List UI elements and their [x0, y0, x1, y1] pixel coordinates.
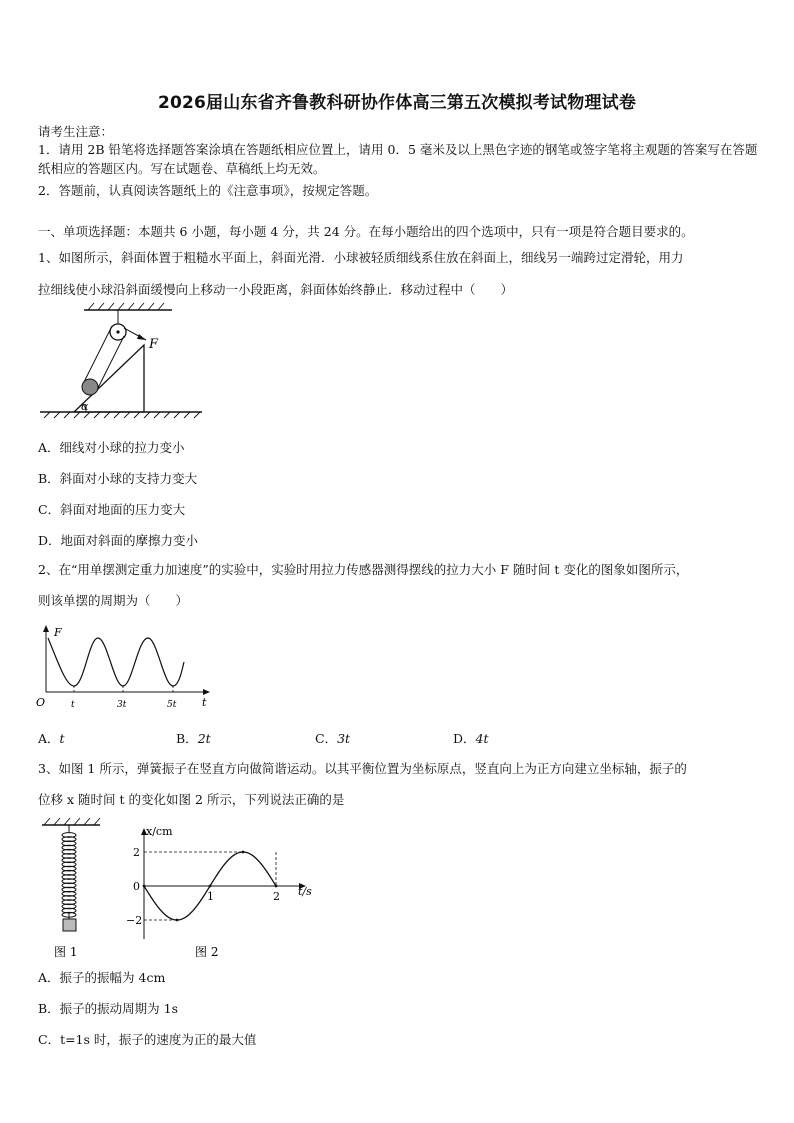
force-label: F — [149, 337, 159, 352]
q3-option-b[interactable]: B．振子的振动周期为 1s — [38, 1001, 179, 1016]
data-point — [176, 919, 179, 922]
notice-heading: 请考生注意： — [38, 124, 114, 139]
option-letter: A． — [38, 731, 60, 746]
q1-stem-line1: 1、如图所示，斜面体置于粗糙水平面上，斜面光滑．小球被轻质细线系住放在斜面上，细线另一端跨过定滑轮，用力 — [38, 250, 684, 265]
figure-2-label: 图 2 — [195, 945, 219, 959]
y-tick-label: 2 — [133, 846, 140, 859]
q3-chart-area — [126, 825, 312, 939]
option-value: 3t — [337, 731, 351, 746]
q2-option-c[interactable] — [315, 729, 350, 747]
q2-option-b[interactable] — [176, 729, 211, 747]
exam-title: 2026届山东省齐鲁教科研协作体高三第五次模拟考试物理试卷 — [157, 93, 637, 113]
data-point — [242, 851, 245, 854]
option-letter: B． — [176, 731, 198, 746]
q2-stem-line1: 2、在“用单摆测定重力加速度”的实验中，实验时用拉力传感器测得摆线的拉力大小 F 随时间 t 变化的图象如图所示， — [38, 562, 689, 577]
x-tick-label: 1 — [207, 890, 214, 903]
q1-option-d[interactable]: D．地面对斜面的摩擦力变小 — [38, 533, 199, 548]
section-heading: 一、单项选择题：本题共 6 小题，每小题 4 分，共 24 分。在每小题给出的四个选项中，只有一项是符合题目要求的。 — [38, 224, 694, 239]
q3-displacement-graph — [116, 815, 320, 961]
tick-3t: 3t — [117, 700, 127, 710]
data-point — [209, 885, 212, 888]
q2-option-a[interactable] — [38, 729, 65, 747]
option-letter: C． — [315, 731, 338, 746]
x-axis-label: t/s — [298, 885, 312, 898]
q3-option-a[interactable]: A．振子的振幅为 4cm — [38, 970, 166, 985]
figure-1-label: 图 1 — [54, 945, 78, 959]
tick-5t: 5t — [167, 700, 177, 710]
q3-stem-line2: 位移 x 随时间 t 的变化如图 2 所示，下列说法正确的是 — [38, 792, 345, 807]
data-point — [143, 885, 146, 888]
q2-stem-line2: 则该单摆的周期为（ ） — [38, 593, 189, 608]
q1-stem-line2: 拉细线使小球沿斜面缓慢向上移动一小段距离，斜面体始终静止．移动过程中（ ） — [38, 282, 514, 297]
q2-force-time-graph — [34, 622, 214, 714]
q3-stem-line1: 3、如图 1 所示，弹簧振子在竖直方向做简谐运动。以其平衡位置为坐标原点，竖直向上为正方向建立坐标轴，振子的 — [38, 761, 687, 776]
y-axis-label: F — [54, 626, 62, 639]
q2-option-d[interactable] — [453, 729, 489, 747]
data-point — [275, 885, 278, 888]
q1-option-b[interactable]: B．斜面对小球的支持力变大 — [38, 471, 198, 486]
notice-item-1: 1．请用 2B 铅笔将选择题答案涂填在答题纸相应位置上，请用 0．5 毫米及以上黑色字迹的钢笔或签字笔将主观题的答案写在答题纸相应的答题区内。写在试题卷、草稿纸上均无效。 — [38, 142, 758, 176]
option-value: 2t — [197, 731, 211, 746]
q3-spring-figure — [36, 815, 110, 961]
tick-t: t — [71, 700, 75, 710]
q1-option-c[interactable]: C．斜面对地面的压力变大 — [38, 502, 186, 517]
origin-label: O — [36, 696, 46, 709]
y-axis-label: x/cm — [146, 825, 173, 838]
x-tick-label: 2 — [273, 890, 280, 903]
q1-incline-figure — [36, 300, 216, 424]
option-value: 4t — [475, 731, 489, 746]
q3-option-c[interactable]: C．t=1s 时，振子的速度为正的最大值 — [38, 1032, 257, 1047]
option-value: t — [59, 731, 65, 746]
angle-label: α — [81, 400, 89, 413]
q1-option-a[interactable]: A．细线对小球的拉力变小 — [38, 440, 185, 455]
option-letter: D． — [453, 731, 476, 746]
y-tick-label: 0 — [133, 880, 140, 893]
y-tick-label: −2 — [126, 914, 143, 927]
x-axis-label: t — [202, 696, 207, 709]
notice-item-2: 2．答题前，认真阅读答题纸上的《注意事项》，按规定答题。 — [38, 183, 378, 198]
